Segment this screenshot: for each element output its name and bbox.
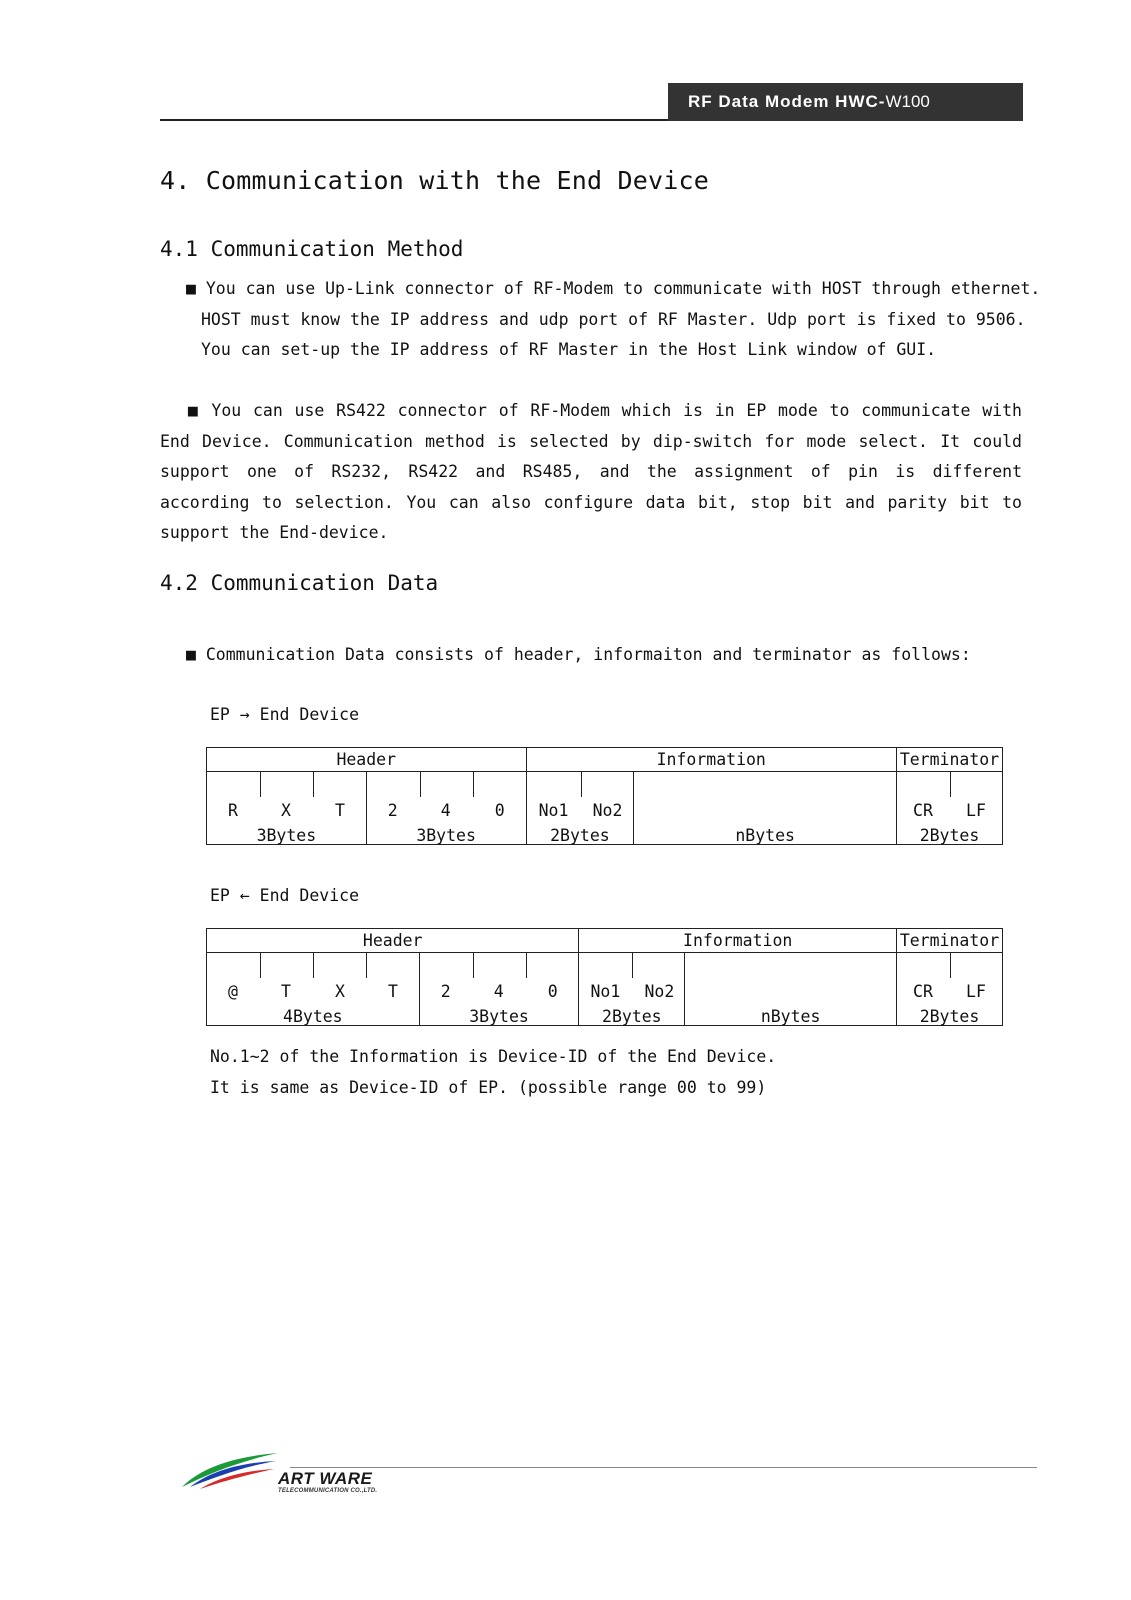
table2-caption: EP ← End Device bbox=[210, 886, 360, 905]
byte-count: 4Bytes bbox=[283, 1007, 343, 1026]
header-group-1 bbox=[207, 953, 420, 1026]
information-payload-cell bbox=[685, 953, 897, 1026]
device-id-cell bbox=[526, 772, 634, 845]
device-id-char: No2 bbox=[592, 801, 623, 820]
frame-table-device-to-ep bbox=[206, 928, 1003, 1026]
header-group-1 bbox=[207, 772, 367, 845]
byte-count: 3Bytes bbox=[469, 1007, 529, 1026]
header-char: R bbox=[228, 801, 238, 820]
device-id-cell bbox=[579, 953, 685, 1026]
paragraph-rs422 bbox=[160, 396, 1022, 549]
product-name: RF Data Modem HWC- bbox=[688, 92, 886, 111]
byte-count: 3Bytes bbox=[256, 826, 317, 845]
subsection-title-4-1: 4.1 Communication Method bbox=[160, 237, 464, 261]
subsection-title-4-2: 4.2 Communication Data bbox=[160, 571, 439, 595]
table1-caption: EP → End Device bbox=[210, 705, 360, 724]
byte-count: nBytes bbox=[760, 1007, 821, 1026]
paragraph-line: You can set-up the IP address of RF Master in the Host Link window of GUI. bbox=[201, 340, 937, 359]
terminator-cell bbox=[896, 772, 1002, 845]
information-label: Information bbox=[526, 748, 896, 772]
header-char: 0 bbox=[547, 982, 558, 1001]
paragraph-text: ■ You can use RS422 connector of RF-Modem which is in EP mode to communicate with End Device. Communication method is selected by dip-switch for mode select. It could support one of RS232, RS422 and RS485, and the assignment of pin is different according to selection. You can also configure data bit, stop bit and parity bit to support the End-device. bbox=[160, 401, 1022, 542]
artware-logo-swoosh-icon bbox=[180, 1449, 280, 1489]
note-line: No.1~2 of the Information is Device-ID of the End Device. bbox=[210, 1047, 777, 1066]
byte-count: 2Bytes bbox=[919, 1007, 980, 1026]
header-char: X bbox=[281, 801, 291, 820]
header-char: 0 bbox=[494, 801, 505, 820]
terminator-char: LF bbox=[966, 801, 986, 820]
header-group-2 bbox=[366, 772, 526, 845]
note-line: It is same as Device-ID of EP. (possible range 00 to 99) bbox=[210, 1078, 767, 1097]
header-group-2 bbox=[419, 953, 579, 1026]
header-char: 4 bbox=[440, 801, 451, 820]
byte-count: 3Bytes bbox=[416, 826, 476, 845]
byte-count: 2Bytes bbox=[919, 826, 980, 845]
header-char: 2 bbox=[387, 801, 398, 820]
header-char: @ bbox=[228, 982, 238, 1001]
header-char: T bbox=[281, 982, 291, 1001]
product-model: W100 bbox=[885, 92, 930, 111]
header-char: X bbox=[335, 982, 345, 1001]
byte-count: 2Bytes bbox=[602, 1007, 662, 1026]
byte-count: nBytes bbox=[735, 826, 795, 845]
paragraph-data-format: ■ Communication Data consists of header, informaiton and terminator as follows: bbox=[186, 645, 971, 664]
terminator-label: Terminator bbox=[896, 748, 1002, 772]
header-char: 2 bbox=[440, 982, 451, 1001]
information-label: Information bbox=[579, 929, 897, 953]
header-label: Header bbox=[207, 929, 579, 953]
device-id-char: No1 bbox=[538, 801, 569, 820]
terminator-char: LF bbox=[966, 982, 986, 1001]
device-id-char: No2 bbox=[644, 982, 675, 1001]
paragraph-line: HOST must know the IP address and udp port of RF Master. Udp port is fixed to 9506. bbox=[201, 309, 1026, 329]
terminator-char: CR bbox=[913, 801, 933, 820]
device-id-char: No1 bbox=[590, 982, 621, 1001]
section-title: 4. Communication with the End Device bbox=[160, 166, 710, 195]
byte-count: 2Bytes bbox=[550, 826, 610, 845]
header-char: T bbox=[335, 801, 345, 820]
header-label: Header bbox=[207, 748, 527, 772]
logo-subtitle: TELECOMMUNICATION CO.,LTD. bbox=[278, 1488, 378, 1494]
logo-wordmark: ART WARE bbox=[278, 1469, 373, 1488]
header-char: T bbox=[388, 982, 398, 1001]
document-header-badge bbox=[668, 83, 1023, 121]
terminator-cell bbox=[896, 953, 1002, 1026]
terminator-label: Terminator bbox=[896, 929, 1002, 953]
header-char: 4 bbox=[493, 982, 504, 1001]
information-payload-cell bbox=[634, 772, 897, 845]
paragraph-uplink bbox=[186, 274, 1040, 366]
footer-rule bbox=[290, 1467, 1037, 1468]
frame-table-ep-to-device bbox=[206, 747, 1003, 845]
paragraph-line: ■ You can use Up-Link connector of RF-Modem to communicate with HOST through ethernet. bbox=[186, 279, 1041, 298]
device-id-note bbox=[210, 1041, 776, 1103]
terminator-char: CR bbox=[913, 982, 933, 1001]
